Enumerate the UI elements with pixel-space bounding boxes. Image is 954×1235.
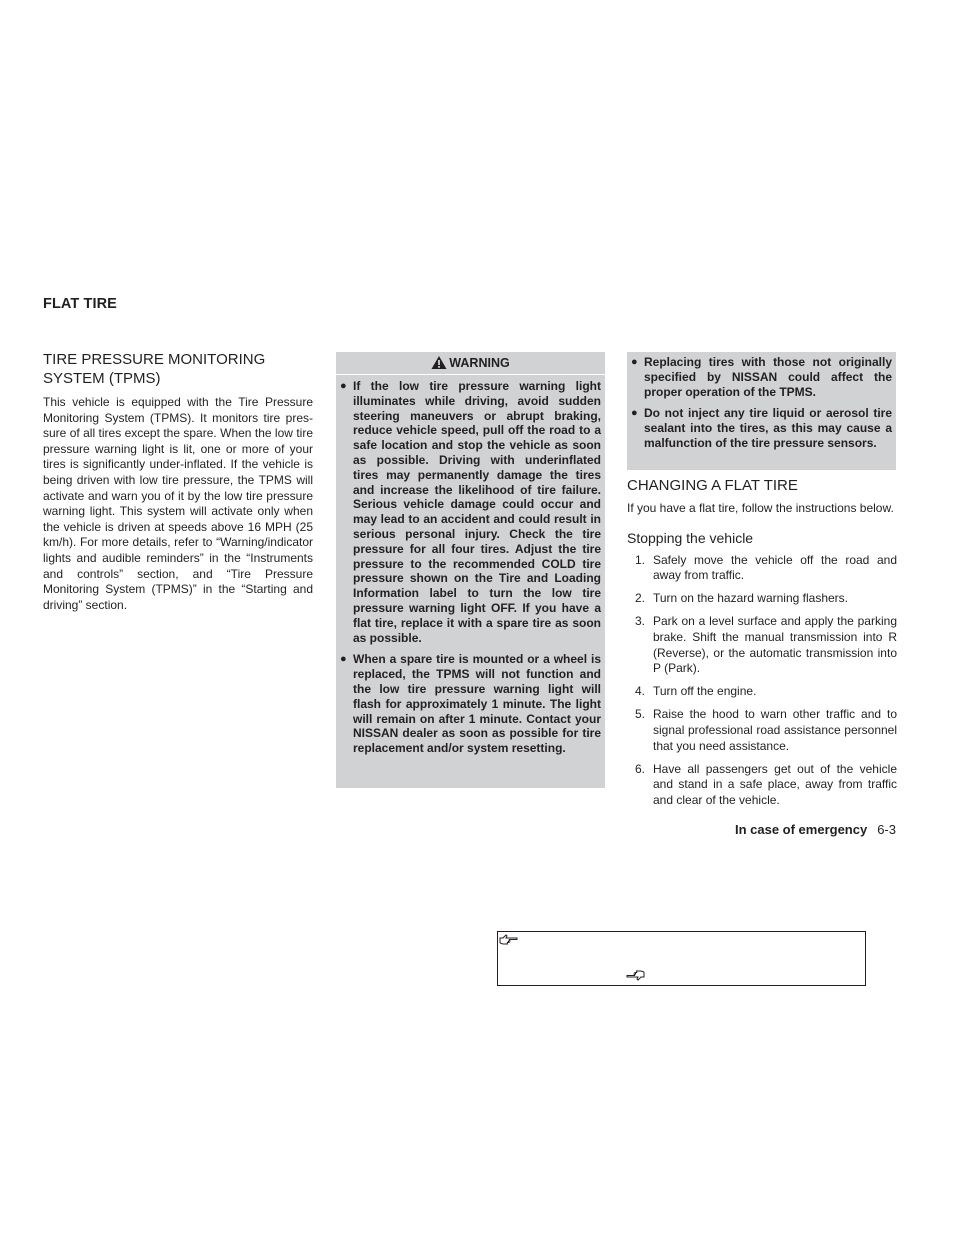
chapter-title: In case of emergency bbox=[734, 822, 868, 837]
bullet-icon: ● bbox=[631, 407, 638, 420]
step-number: 2. bbox=[635, 591, 646, 606]
page-number: 6-3 bbox=[877, 822, 896, 837]
step-number: 1. bbox=[635, 552, 646, 567]
step-item bbox=[627, 614, 897, 676]
warning-list-continued bbox=[627, 352, 896, 451]
tpms-heading: TIRE PRESSURE MONITORING SYSTEM (TPMS) bbox=[43, 351, 266, 387]
step-text: Turn on the hazard warning flashers. bbox=[653, 591, 848, 606]
step-text: Safely move the vehicle off the road and away from traffic. bbox=[653, 552, 897, 583]
step-item bbox=[627, 684, 897, 700]
bullet-icon: ● bbox=[631, 356, 638, 368]
steps-list bbox=[627, 553, 897, 809]
warning-box-continued bbox=[627, 352, 896, 470]
step-number: 3. bbox=[635, 614, 646, 629]
warning-item-text: When a spare tire is mounted or a wheel is replaced, the TPMS will not function and the low tire pressure warning light will flash for approximately 1 minute. The light will remain on after 1 minute. Contact your NISSAN dealer as soon as possible for tire replacement and/or system resetting. bbox=[353, 652, 601, 756]
step-text: Park on a level surface and apply the parking brake. Shift the manual transmission into R (Reverse), or the automatic transmission into P (Park). bbox=[653, 614, 897, 676]
warning-item bbox=[630, 355, 892, 399]
warning-item bbox=[339, 379, 601, 645]
step-item bbox=[627, 762, 897, 809]
changing-heading: CHANGING A FLAT TIRE bbox=[627, 477, 798, 494]
step-text: Turn off the engine. bbox=[653, 684, 757, 699]
section-title: FLAT TIRE bbox=[43, 296, 117, 312]
bullet-icon: ● bbox=[340, 653, 347, 666]
tpms-section bbox=[43, 350, 313, 613]
step-number: 5. bbox=[635, 707, 646, 722]
stopping-subheading: Stopping the vehicle bbox=[627, 529, 754, 546]
page-footer bbox=[735, 822, 896, 838]
warning-item bbox=[630, 406, 892, 450]
step-item bbox=[627, 591, 897, 607]
step-number: 6. bbox=[635, 761, 646, 776]
warning-item-text: Replacing tires with those not originally specified by NISSAN could affect the proper operation of the TPMS. bbox=[644, 355, 892, 399]
pointing-hand-icon bbox=[625, 968, 645, 981]
warning-list bbox=[336, 375, 605, 756]
bullet-icon: ● bbox=[340, 380, 347, 392]
warning-header bbox=[336, 352, 605, 375]
note-box bbox=[497, 931, 866, 986]
changing-section bbox=[627, 476, 897, 816]
changing-intro: If you have a flat tire, follow the instructions below. bbox=[627, 501, 894, 515]
warning-triangle-icon bbox=[431, 355, 447, 370]
step-number: 4. bbox=[635, 684, 646, 699]
warning-item-text: Do not inject any tire liquid or aerosol tire sealant into the tires, as this may cause a malfunction of the tire pressure sensors. bbox=[644, 406, 892, 450]
step-text: Raise the hood to warn other traffic and to signal professional road assistance personnel that you need assistance. bbox=[653, 707, 897, 753]
warning-label: WARNING bbox=[449, 356, 510, 370]
warning-item-text: If the low tire pressure warning light illuminates while driving, avoid sudden steering maneuvers or abrupt braking, reduce vehicle speed, pull off the road to a safe location and stop the vehicle as soon as possible. Driving with underinflated tires may permanently damage the tires and increase the likelihood of tire failure. Serious vehicle damage could occur and may lead to an accident and could result in serious personal injury. Check the tire pressure for all four tires. Adjust the tire pressure to the recommended COLD tire pressure shown on the Tire and Loading Information label to turn the low tire pressure warning light OFF. If you have a flat tire, replace it with a spare tire as soon as possible. bbox=[353, 379, 601, 645]
warning-box bbox=[336, 352, 605, 788]
tpms-body: This vehicle is equipped with the Tire Pressure Monitoring System (TPMS). It monitors tire pressure of all tires except the spare. When the low tire pressure warning light is lit, one or more of your tires is significantly under-inflated. If the vehicle is being driven with low tire pressure, the TPMS will activate and warn you of it by the low tire pressure warning light. This system will activate only when the vehicle is driven at speeds above 16 MPH (25 km/h). For more details, refer to “Warning/indicator lights and audible reminders” in the “Instruments and controls” section, and “Tire Pressure Monitoring System (TPMS)” in the “Starting and driving” section. bbox=[43, 395, 313, 612]
pointing-hand-icon bbox=[499, 934, 519, 947]
step-item bbox=[627, 553, 897, 584]
warning-item bbox=[339, 652, 601, 756]
step-item bbox=[627, 707, 897, 754]
step-text: Have all passengers get out of the vehicle and stand in a safe place, away from traffic and clear of the vehicle. bbox=[653, 761, 897, 807]
